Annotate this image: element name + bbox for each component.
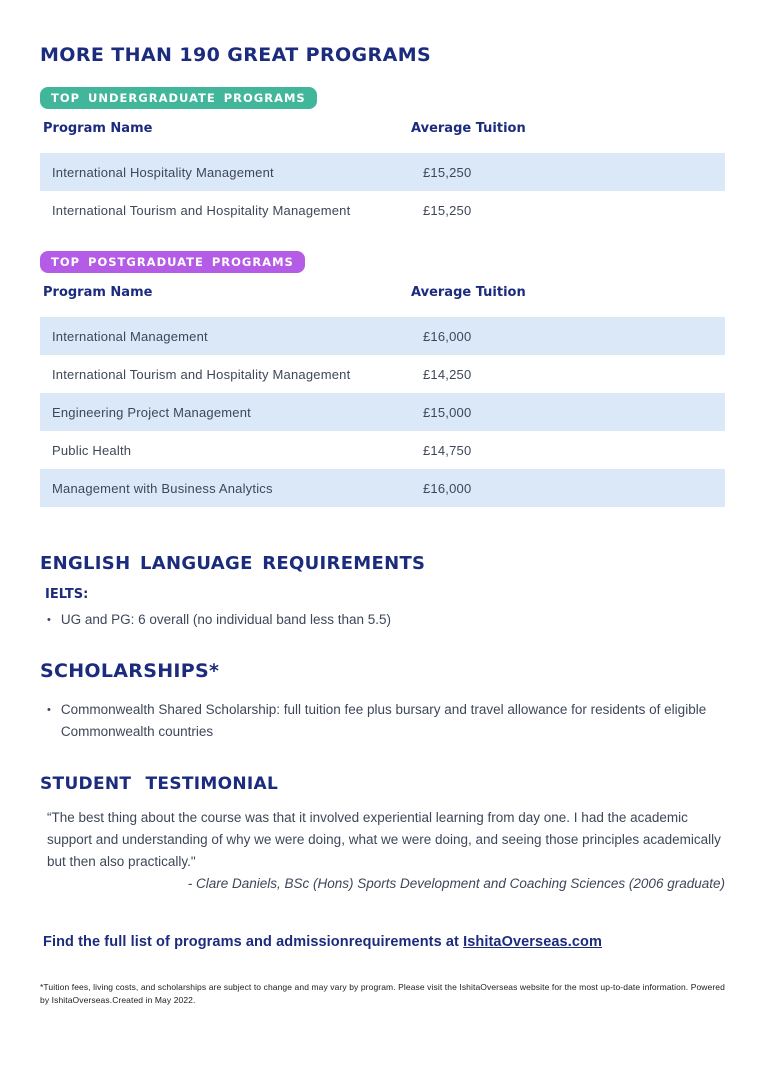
bullet-icon: • [47,704,51,716]
undergraduate-badge: TOP UNDERGRADUATE PROGRAMS [40,87,317,109]
tuition-cell: £14,250 [423,366,472,382]
scholarship-bullet-text: Commonwealth Shared Scholarship: full tuition fee plus bursary and travel allowance for residents of eligible Commonwealth countries [60,702,707,739]
table-row [40,191,725,229]
table-row [40,431,725,469]
column-header-average-tuition: Average Tuition [411,285,526,300]
ishitaoverseas-link[interactable]: IshitaOverseas.com [463,934,602,950]
table-header [40,121,725,136]
program-name-cell: Engineering Project Management [52,404,251,420]
bullet-icon: • [47,614,51,626]
table-body [40,317,725,507]
undergraduate-programs-section [40,87,725,229]
table-row [40,355,725,393]
ielts-label: IELTS: [45,587,89,602]
english-requirements-heading: ENGLISH LANGUAGE REQUIREMENTS [40,553,426,574]
scholarship-bullet [40,699,725,743]
table-header [40,285,725,300]
postgraduate-programs-section [40,251,725,507]
table-row [40,153,725,191]
tuition-cell: £15,250 [423,202,472,218]
testimonial-heading: STUDENT TESTIMONIAL [40,774,279,794]
program-name-cell: International Tourism and Hospitality Management [52,202,351,218]
program-name-cell: Public Health [52,442,132,458]
testimonial-attribution: - Clare Daniels, BSc (Hons) Sports Development and Coaching Sciences (2006 graduate) [187,876,725,891]
table-row [40,317,725,355]
tuition-cell: £15,250 [423,164,472,180]
table-body [40,153,725,229]
cta-text: Find the full list of programs and admissionrequirements at [43,934,464,950]
table-row [40,393,725,431]
program-name-cell: International Tourism and Hospitality Management [52,366,351,382]
tuition-cell: £14,750 [423,442,472,458]
table-row [40,469,725,507]
cta-line [40,934,725,950]
tuition-cell: £15,000 [423,404,472,420]
testimonial-quote: “The best thing about the course was that it involved experiential learning from day one. I had the academic support and understanding of why we were doing, what we were doing, and seeing those principles academically but then also practically." [47,810,721,869]
program-name-cell: International Management [52,328,208,344]
footnote-text: *Tuition fees, living costs, and scholarships are subject to change and may vary by program. Please visit the IshitaOverseas website for the most up-to-date information. Powered by IshitaOverseas.Created in May 2022. [40,982,725,1005]
page-title: MORE THAN 190 GREAT PROGRAMS [40,44,432,66]
ielts-bullet [40,609,725,631]
scholarships-heading: SCHOLARSHIPS* [40,660,220,682]
program-name-cell: Management with Business Analytics [52,480,273,496]
postgraduate-badge: TOP POSTGRADUATE PROGRAMS [40,251,305,273]
ielts-bullet-text: UG and PG: 6 overall (no individual band less than 5.5) [60,612,392,627]
tuition-cell: £16,000 [423,480,472,496]
column-header-program-name: Program Name [43,121,153,136]
program-name-cell: International Hospitality Management [52,164,274,180]
column-header-program-name: Program Name [43,285,153,300]
column-header-average-tuition: Average Tuition [411,121,526,136]
tuition-cell: £16,000 [423,328,472,344]
